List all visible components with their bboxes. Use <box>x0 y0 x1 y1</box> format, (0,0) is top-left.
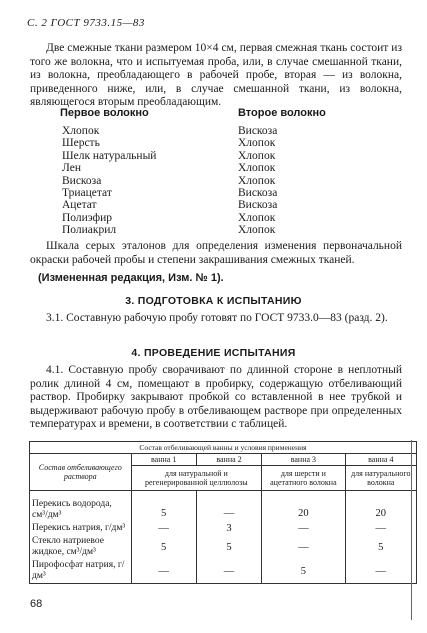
cell-value: — <box>262 522 345 535</box>
cell-value: — <box>131 522 196 535</box>
first-fiber-item: Шерсть <box>62 137 100 150</box>
table-span-header: Состав отбеливающей ванны и условия применения <box>30 442 417 454</box>
second-fiber-item: Вискоза <box>238 125 278 137</box>
second-fiber-item: Хлопок <box>238 137 276 150</box>
first-fiber-item: Хлопок <box>62 125 100 137</box>
section4-heading: 4. ПРОВЕДЕНИЕ ИСПЫТАНИЯ <box>131 347 296 359</box>
bath-use-natural: для натурального волокна <box>345 466 416 491</box>
second-fiber-item: Хлопок <box>238 162 276 175</box>
amendment-note: (Измененная редакция, Изм. № 1). <box>38 272 224 284</box>
second-fiber-header: Второе волокно <box>238 107 326 119</box>
section3-heading: 3. ПОДГОТОВКА К ИСПЫТАНИЮ <box>125 295 302 307</box>
cell-value: — <box>262 535 345 559</box>
row-label: Стекло натриевое жидкое, см³/дм³ <box>30 535 132 559</box>
intro-paragraph <box>30 42 402 110</box>
table-row <box>30 535 417 559</box>
table-row <box>30 491 417 523</box>
second-fiber-item: Хлопок <box>238 149 276 162</box>
bath-use-cellulose: для натуральной и регенерированной целлюлозы <box>131 466 262 491</box>
gray-scale-paragraph <box>30 240 402 267</box>
second-fiber-list <box>238 125 277 237</box>
first-fiber-list <box>62 125 156 237</box>
bath-use-wool: для шерсти и ацетатного волокна <box>262 466 345 491</box>
second-fiber-item: Хлопок <box>238 174 276 187</box>
cell-value: — <box>131 559 196 584</box>
scan-artifact-line <box>411 440 412 620</box>
first-fiber-item: Триацетат <box>62 187 112 200</box>
gray-scale-text: Шкала серых эталонов для определения изменения первоначальной окраски рабочей пробы и степени закрашивания смежных тканей. <box>30 240 402 266</box>
first-fiber-item: Шелк натуральный <box>62 149 157 162</box>
table-row <box>30 559 417 584</box>
second-fiber-item: Вискоза <box>238 187 278 200</box>
first-fiber-header: Первое волокно <box>60 107 149 119</box>
cell-value: 20 <box>345 491 416 523</box>
second-fiber-item: Хлопок <box>238 211 276 224</box>
cell-value: 5 <box>131 491 196 523</box>
bath-1-header: ванна 1 <box>131 454 196 466</box>
row-label: Перекись натрия, г/дм³ <box>30 522 132 535</box>
cell-value: — <box>345 559 416 584</box>
cell-value: 20 <box>262 491 345 523</box>
table-bath-header-row <box>30 454 417 466</box>
page-number: 68 <box>30 598 43 610</box>
bath-3-header: ванна 3 <box>262 454 345 466</box>
section3-text: 3.1. Составную рабочую пробу готовят по ГОСТ 9733.0—83 (разд. 2). <box>46 312 388 324</box>
cell-value: 5 <box>131 535 196 559</box>
bath-2-header: ванна 2 <box>196 454 261 466</box>
table-span-header-row <box>30 442 417 454</box>
first-fiber-item: Полиэфир <box>62 211 113 224</box>
bath-4-header: ванна 4 <box>345 454 416 466</box>
table-row <box>30 522 417 535</box>
second-fiber-item: Вискоза <box>238 199 278 212</box>
running-head: С. 2 ГОСТ 9733.15—83 <box>27 17 145 29</box>
section3-paragraph <box>30 312 402 326</box>
row-label: Перекись водорода, см³/дм³ <box>30 491 132 523</box>
intro-text: Две смежные ткани размером 10×4 см, первая смежная ткань состоит из того же волокна, что и испытуемая проба, или, в случае смешанной ткани, из волокна, преобладающего в рабочей пробе, вторая — из волокна, приведенного ниже, или, в случае смешанной ткани, из волокна, являющегося вторым преобладающим. <box>30 42 402 109</box>
row-label: Пирофосфат натрия, г/дм³ <box>30 559 132 584</box>
cell-value: 3 <box>196 522 261 535</box>
second-fiber-item: Хлопок <box>238 224 276 237</box>
first-fiber-item: Ацетат <box>62 199 97 212</box>
bleach-bath-table <box>29 441 417 584</box>
table-row-header: Состав отбеливающего раствора <box>30 454 132 491</box>
cell-value: 5 <box>262 559 345 584</box>
first-fiber-item: Лен <box>62 162 81 175</box>
section4-text: 4.1. Составную пробу сворачивают по длинной стороне в неплотный ролик длиной 4 см, помещают в пробирку, содержащую отбеливающий раствор. Пробирку закрывают пробкой со вставленной в нее трубкой и выдерживают рабочую пробу в отбеливающем растворе при определенных температурах и времени, в соответствии с таблицей. <box>30 364 402 431</box>
first-fiber-item: Полиакрил <box>62 224 117 237</box>
cell-value: 5 <box>196 535 261 559</box>
cell-value: — <box>196 491 261 523</box>
section4-paragraph <box>30 364 402 432</box>
cell-value: 5 <box>345 535 416 559</box>
cell-value: — <box>345 522 416 535</box>
first-fiber-item: Вискоза <box>62 174 102 187</box>
cell-value: — <box>196 559 261 584</box>
